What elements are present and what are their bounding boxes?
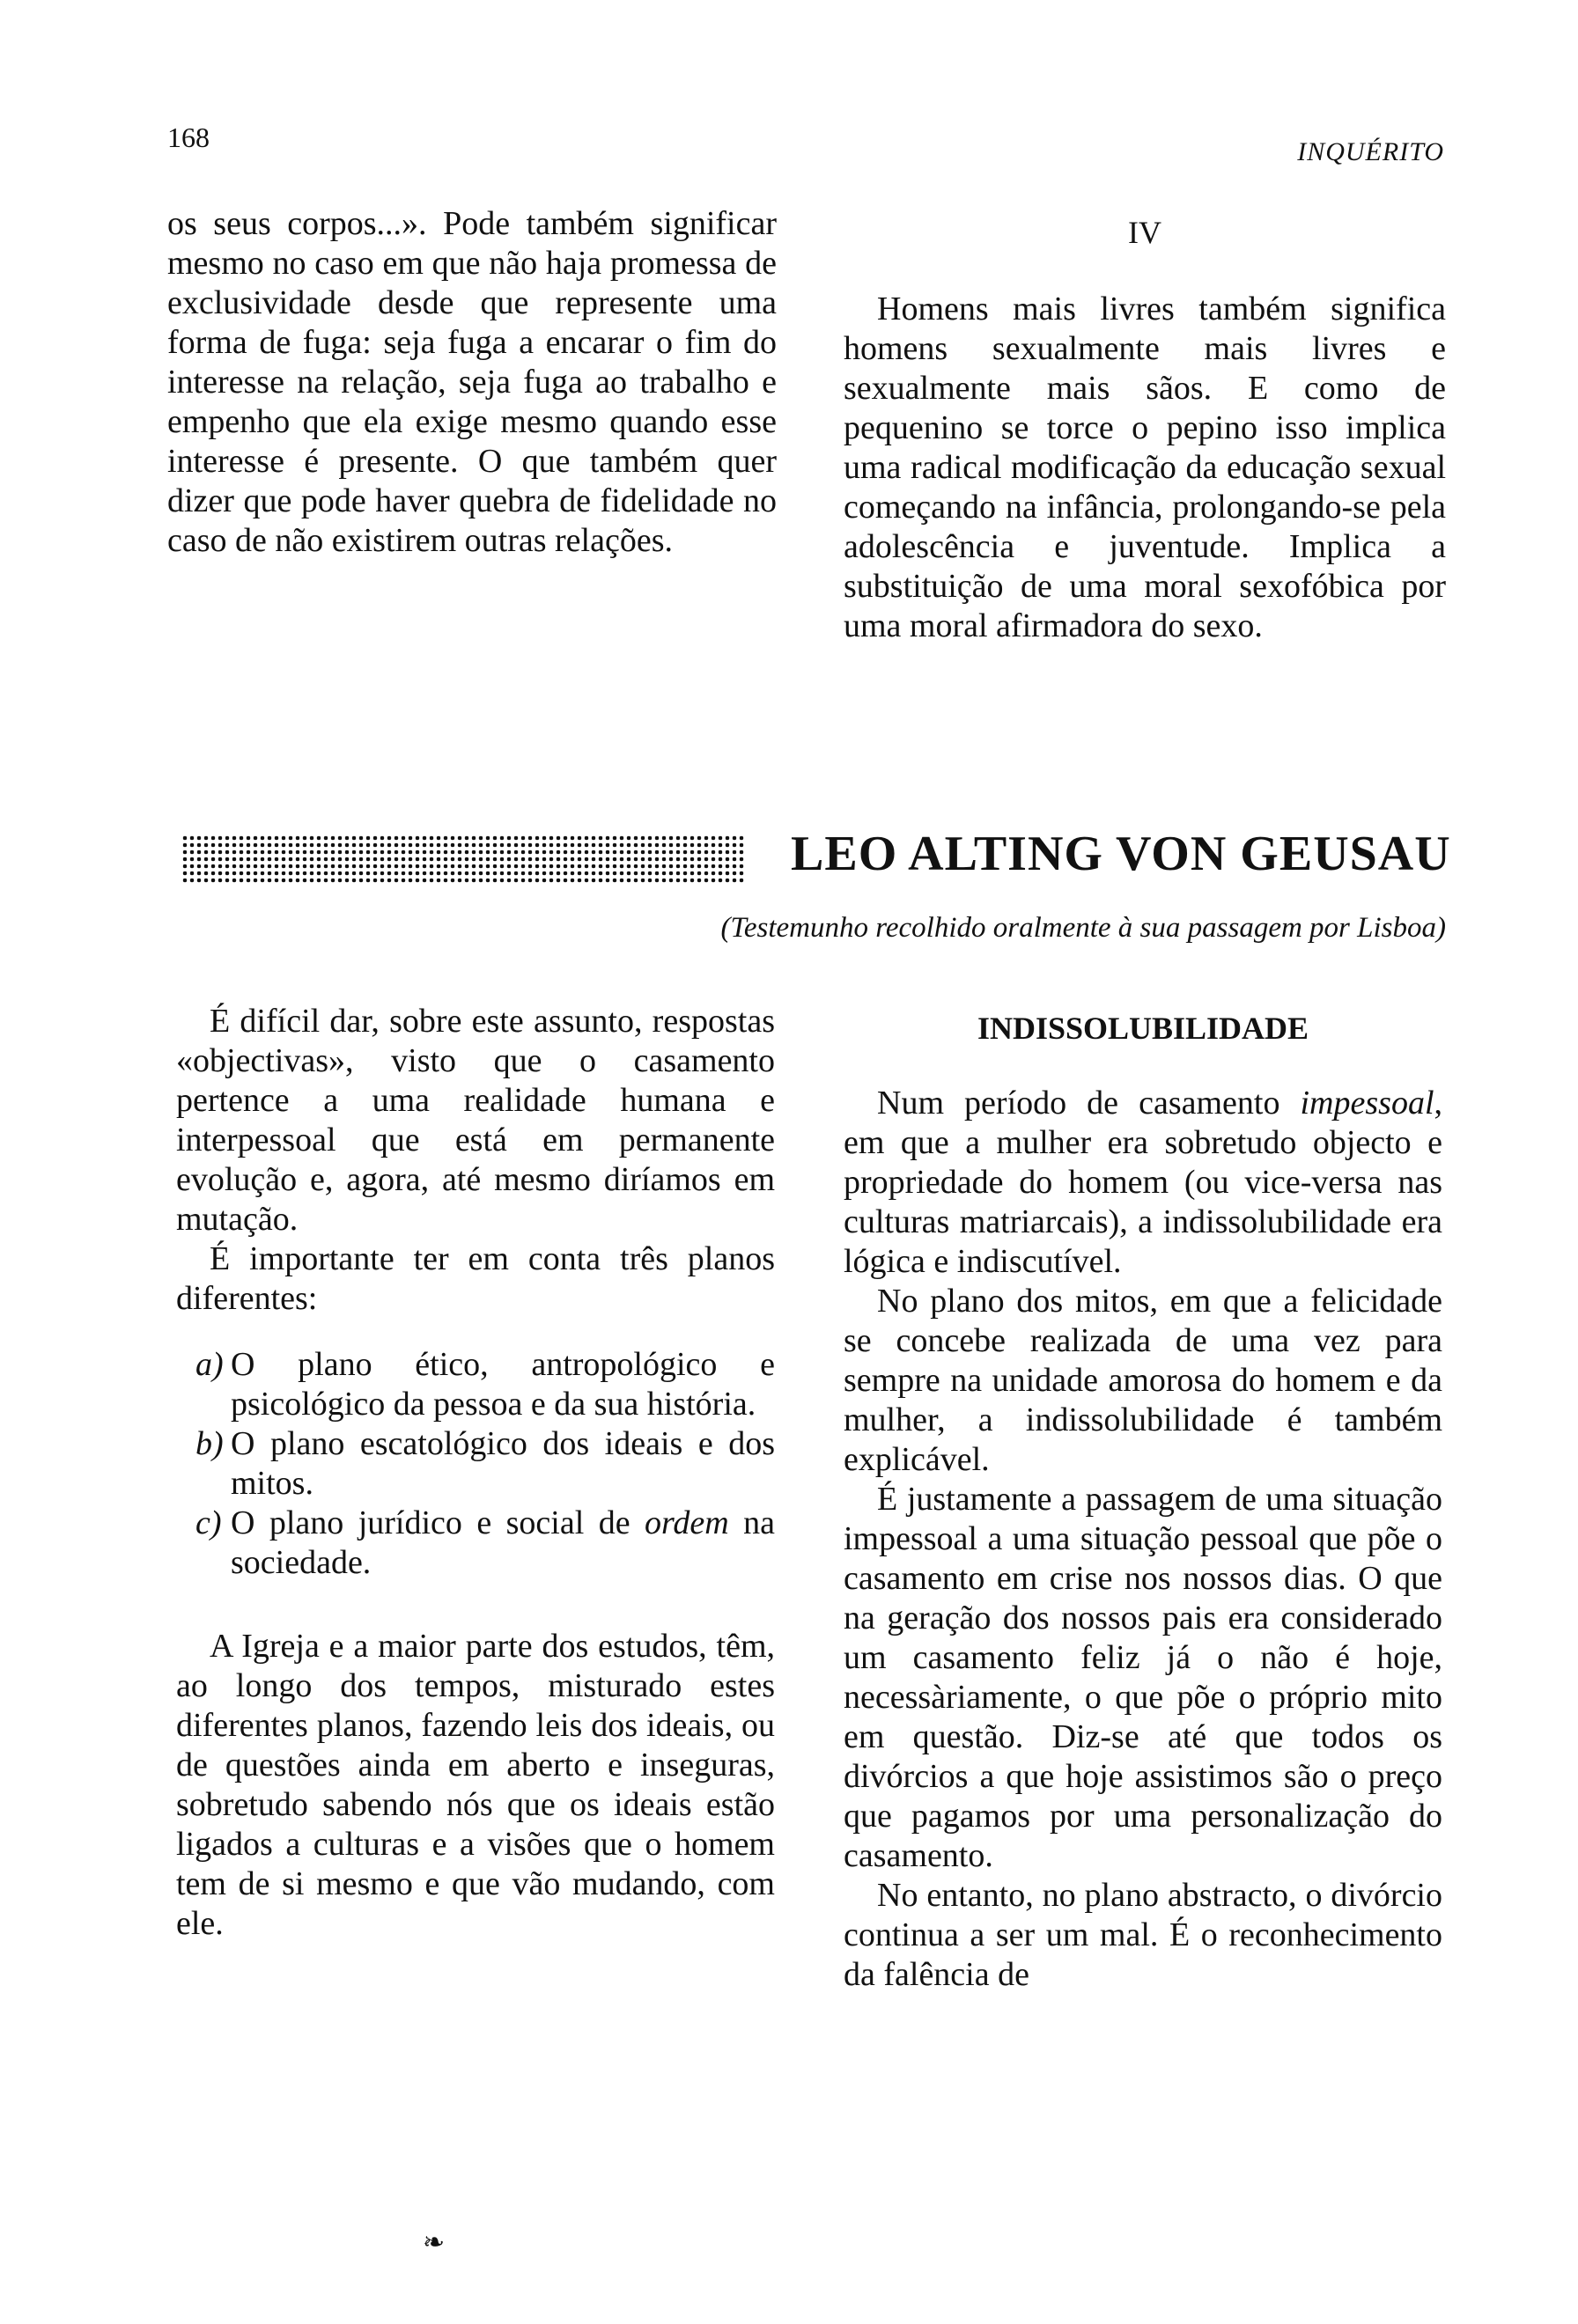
intro-paragraph: É difícil dar, sobre este assunto, respostas «objectivas», visto que o casamento pertence a uma realidade humana e interpessoal que está em permanente evolução e, agora, até mesmo diríamos em mutação.: [176, 1003, 775, 1238]
decorative-pattern-bar: [181, 835, 745, 884]
list-item: [176, 1345, 775, 1424]
top-left-column: [167, 204, 777, 561]
abstract-paragraph: No entanto, no plano abstracto, o divórcio continua a ser um mal. É o reconhecimento da falência de: [844, 1877, 1442, 1993]
impersonal-paragraph: [844, 1084, 1442, 1282]
planes-list: [176, 1345, 775, 1583]
list-marker: b): [195, 1425, 224, 1462]
list-marker: c): [195, 1504, 222, 1541]
bottom-left-column: [176, 1002, 775, 1944]
list-item: [176, 1424, 775, 1504]
myths-paragraph: No plano dos mitos, em que a felicidade se concebe realizada de uma vez para sempre na unidade amorosa do homem e da mulher, a indissolubilidade é também explicável.: [844, 1283, 1442, 1478]
list-item-text: O plano escatológico dos ideais e dos mitos.: [231, 1425, 775, 1502]
list-item-text-before: O plano jurídico e social de: [231, 1504, 645, 1541]
section-paragraph: Homens mais livres também significa homens sexualmente mais livres e sexualmente mais sãos. E como de pequenino se torce o pepino isso implica uma radical modificação da educação sexual começando na infância, prolongando-se pela adolescência e juventude. Implica a substituição de uma moral sexofóbica por uma moral afirmadora do sexo.: [844, 290, 1446, 644]
article-author: LEO ALTING VON GEUSAU: [791, 827, 1451, 881]
paragraph-text-after: , em que a mulher era sobretudo objecto e propriedade do homem (ou vice-versa nas culturas matriarcais), a indissolubilidade era lógica e indiscutível.: [844, 1085, 1442, 1280]
list-item-text: O plano ético, antropológico e psicológico da pessoa e da sua história.: [231, 1346, 775, 1423]
church-paragraph: A Igreja e a maior parte dos estudos, têm, ao longo dos tempos, misturado estes diferentes planos, fazendo leis dos ideais, ou de questões ainda em aberto e inseguras, sobretudo sabendo nós que os ideais estão ligados a culturas e a visões que o homem tem de si mesmo e que vão mudando, com ele.: [176, 1628, 775, 1942]
planes-intro-paragraph: É importante ter em conta três planos diferentes:: [176, 1240, 775, 1317]
article-subtitle: (Testemunho recolhido oralmente à sua passagem por Lisboa): [720, 912, 1446, 944]
fleuron-icon: ❧: [423, 2228, 446, 2257]
paragraph-text-before: Num período de casamento: [877, 1085, 1301, 1122]
list-item-text-after: na sociedade.: [231, 1504, 775, 1581]
list-item: [176, 1504, 775, 1583]
list-marker: a): [195, 1346, 224, 1383]
continued-paragraph: os seus corpos...». Pode também significar mesmo no caso em que não haja promessa de exclusividade desde que represente uma forma de fuga: seja fuga a encarar o fim do interesse na relação, seja fuga ao trabalho e empenho que ela exige mesmo quando esse interesse é presente. O que também quer dizer que pode haver quebra de fidelidade no caso de não existirem outras relações.: [167, 205, 777, 559]
page-number: 168: [167, 121, 210, 153]
top-right-column: [844, 204, 1446, 646]
section-number: IV: [1128, 215, 1161, 250]
bottom-right-column: [844, 1002, 1442, 1995]
crisis-paragraph: É justamente a passagem de uma situação impessoal a uma situação pessoal que põe o casamento em crise nos nossos dias. O que na geração dos nossos pais era considerado um casamento feliz já o não é hoje, necessàriamente, o que põe o próprio mito em questão. Diz-se até que todos os divórcios a que hoje assistimos são o preço que pagamos por uma personalização do casamento.: [844, 1481, 1442, 1874]
section-heading: INDISSOLUBILIDADE: [977, 1011, 1309, 1046]
list-item-emphasis: ordem: [645, 1504, 729, 1541]
paragraph-emphasis: impessoal: [1300, 1085, 1434, 1122]
running-head: INQUÉRITO: [1297, 137, 1444, 166]
